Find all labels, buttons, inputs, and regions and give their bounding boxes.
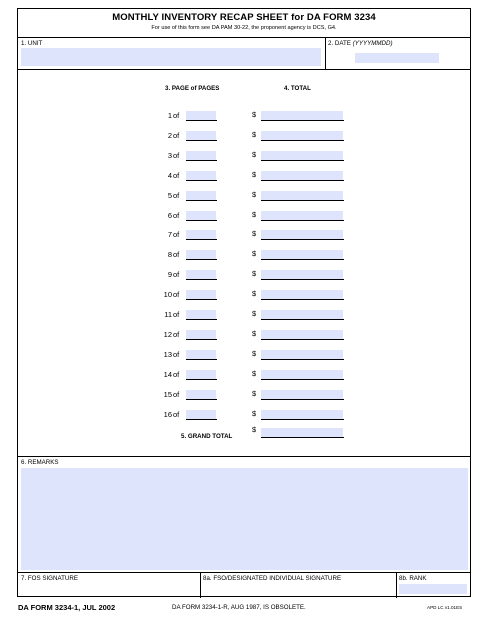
field-underline (186, 140, 217, 141)
total-pages-field[interactable] (186, 171, 216, 180)
field-underline (261, 419, 344, 420)
date-field[interactable] (355, 53, 439, 63)
of-label: of (173, 130, 180, 140)
field-underline (186, 160, 217, 161)
recap-row (18, 368, 470, 382)
recap-row (18, 348, 470, 362)
form-subtitle: For use of this form see DA PAM 30-22, the proponent agency is DCS, G4. (151, 25, 337, 31)
field-underline (261, 299, 344, 300)
recap-row (18, 149, 470, 163)
page-total-field[interactable] (261, 330, 343, 339)
total-pages-field[interactable] (186, 370, 216, 379)
page-number: 6 (167, 210, 172, 220)
dollar-sign: $ (252, 209, 257, 219)
recap-row (18, 228, 470, 242)
recap-row (18, 169, 470, 183)
total-pages-field[interactable] (186, 230, 216, 239)
dollar-sign: $ (252, 328, 257, 338)
field-underline (186, 379, 217, 380)
field-underline (186, 359, 217, 360)
dollar-sign: $ (252, 408, 257, 418)
dollar-sign: $ (252, 368, 257, 378)
remarks-field[interactable] (21, 468, 468, 570)
of-label: of (173, 170, 180, 180)
fos-signature-label: 7. FOS SIGNATURE (21, 575, 78, 582)
obsolete-note: DA FORM 3234-1-R, AUG 1987, IS OBSOLETE. (172, 604, 306, 611)
page-number: 3 (167, 150, 172, 160)
of-label: of (173, 250, 180, 260)
field-underline (261, 200, 344, 201)
field-underline (261, 220, 344, 221)
page-number: 13 (163, 349, 172, 359)
total-pages-field[interactable] (186, 250, 216, 259)
page-number: 10 (163, 290, 172, 300)
dollar-sign: $ (252, 169, 257, 179)
field-underline (261, 339, 344, 340)
field-underline (261, 279, 344, 280)
page-total-field[interactable] (261, 250, 343, 259)
page-total-field[interactable] (261, 191, 343, 200)
dollar-sign: $ (252, 425, 257, 434)
field-underline (261, 160, 344, 161)
recap-row (18, 129, 470, 143)
divider (200, 572, 201, 598)
page-number: 9 (167, 270, 172, 280)
inventory-recap-form (17, 8, 471, 597)
field-underline (186, 200, 217, 201)
field-underline (186, 279, 217, 280)
dollar-sign: $ (252, 269, 257, 279)
page-total-field[interactable] (261, 131, 343, 140)
field-underline (186, 399, 217, 400)
dollar-sign: $ (252, 229, 257, 239)
total-pages-field[interactable] (186, 290, 216, 299)
of-label: of (173, 230, 180, 240)
field-underline (261, 120, 344, 121)
field-underline (186, 299, 217, 300)
field-underline (261, 259, 344, 260)
field-underline (186, 239, 217, 240)
page-total-field[interactable] (261, 111, 343, 120)
dollar-sign: $ (252, 348, 257, 358)
field-underline (186, 419, 217, 420)
field-underline (186, 180, 217, 181)
field-underline (186, 220, 217, 221)
total-label: 4. TOTAL (284, 85, 311, 92)
divider (325, 37, 326, 69)
of-label: of (173, 290, 180, 300)
designated-signature-label: 8a. FSO/DESIGNATED INDIVIDUAL SIGNATURE (203, 575, 342, 582)
total-pages-field[interactable] (186, 111, 216, 120)
of-label: of (173, 111, 180, 120)
field-underline (261, 239, 344, 240)
divider (396, 572, 397, 598)
field-underline (186, 319, 217, 320)
total-pages-field[interactable] (186, 390, 216, 399)
grand-total-field[interactable] (261, 428, 343, 437)
field-underline (186, 259, 217, 260)
field-underline (261, 140, 344, 141)
total-pages-field[interactable] (186, 151, 216, 160)
field-underline (261, 437, 344, 438)
page-number: 7 (167, 230, 172, 240)
unit-field[interactable] (21, 48, 321, 66)
page-total-field[interactable] (261, 270, 343, 279)
total-pages-field[interactable] (186, 350, 216, 359)
field-underline (261, 180, 344, 181)
dollar-sign: $ (252, 309, 257, 318)
total-pages-field[interactable] (186, 270, 216, 279)
of-label: of (173, 409, 180, 419)
grand-total-row (18, 424, 470, 438)
recap-row (18, 388, 470, 402)
field-underline (261, 379, 344, 380)
total-pages-field[interactable] (186, 131, 216, 140)
date-label: 2. DATE (YYYYMMDD) (328, 40, 393, 47)
page-total-field[interactable] (261, 390, 343, 399)
page-total-field[interactable] (261, 171, 343, 180)
total-pages-field[interactable] (186, 410, 216, 419)
of-label: of (173, 270, 180, 280)
total-pages-field[interactable] (186, 330, 216, 339)
of-label: of (173, 329, 180, 339)
of-label: of (173, 210, 180, 220)
field-underline (261, 399, 344, 400)
page-number: 1 (167, 111, 172, 120)
page-number: 11 (164, 310, 172, 319)
recap-row (18, 328, 470, 342)
field-underline (261, 359, 344, 360)
page-total-field[interactable] (261, 211, 343, 220)
dollar-sign: $ (252, 388, 257, 398)
recap-row (18, 268, 470, 282)
of-label: of (173, 310, 180, 319)
field-underline (261, 319, 344, 320)
recap-row (18, 209, 470, 223)
of-label: of (173, 349, 180, 359)
form-title: MONTHLY INVENTORY RECAP SHEET for DA FORM 3234 (112, 12, 376, 23)
rank-label: 8b. RANK (399, 575, 427, 582)
page-number: 16 (163, 409, 172, 419)
recap-row (18, 109, 470, 123)
field-underline (186, 120, 217, 121)
page-total-field[interactable] (261, 230, 343, 239)
total-pages-field[interactable] (186, 310, 216, 319)
recap-row (18, 308, 470, 322)
version-label: APD LC v1.01ES (427, 605, 463, 610)
field-underline (186, 339, 217, 340)
page-total-field[interactable] (261, 370, 343, 379)
of-label: of (173, 389, 180, 399)
form-id: DA FORM 3234-1, JUL 2002 (18, 603, 116, 612)
divider (18, 37, 470, 38)
dollar-sign: $ (252, 129, 257, 139)
page-number: 5 (167, 190, 172, 200)
page-total-field[interactable] (261, 290, 343, 299)
dollar-sign: $ (252, 189, 257, 199)
page-number: 12 (163, 329, 172, 339)
page-total-field[interactable] (261, 410, 343, 419)
divider (18, 572, 470, 573)
page-number: 15 (163, 389, 172, 399)
recap-row (18, 248, 470, 262)
page-number: 4 (167, 170, 172, 180)
of-label: of (173, 369, 180, 379)
recap-row (18, 288, 470, 302)
divider (18, 456, 470, 457)
dollar-sign: $ (252, 249, 257, 259)
grand-total-label: 5. GRAND TOTAL (181, 433, 233, 440)
divider (18, 69, 470, 70)
remarks-label: 6. REMARKS (21, 459, 59, 466)
of-label: of (173, 150, 180, 160)
page-total-field[interactable] (261, 151, 343, 160)
dollar-sign: $ (252, 110, 257, 119)
total-pages-field[interactable] (186, 211, 216, 220)
rank-field[interactable] (399, 584, 467, 594)
dollar-sign: $ (252, 149, 257, 159)
page-number: 8 (167, 250, 172, 260)
page-number: 2 (167, 130, 172, 140)
page-total-field[interactable] (261, 350, 343, 359)
recap-row (18, 408, 470, 422)
of-label: of (173, 190, 180, 200)
unit-label: 1. UNIT (21, 40, 43, 47)
page-total-field[interactable] (261, 310, 343, 319)
page-of-pages-label: 3. PAGE of PAGES (165, 85, 220, 92)
page-number: 14 (163, 369, 172, 379)
dollar-sign: $ (252, 289, 257, 299)
total-pages-field[interactable] (186, 191, 216, 200)
recap-row (18, 189, 470, 203)
